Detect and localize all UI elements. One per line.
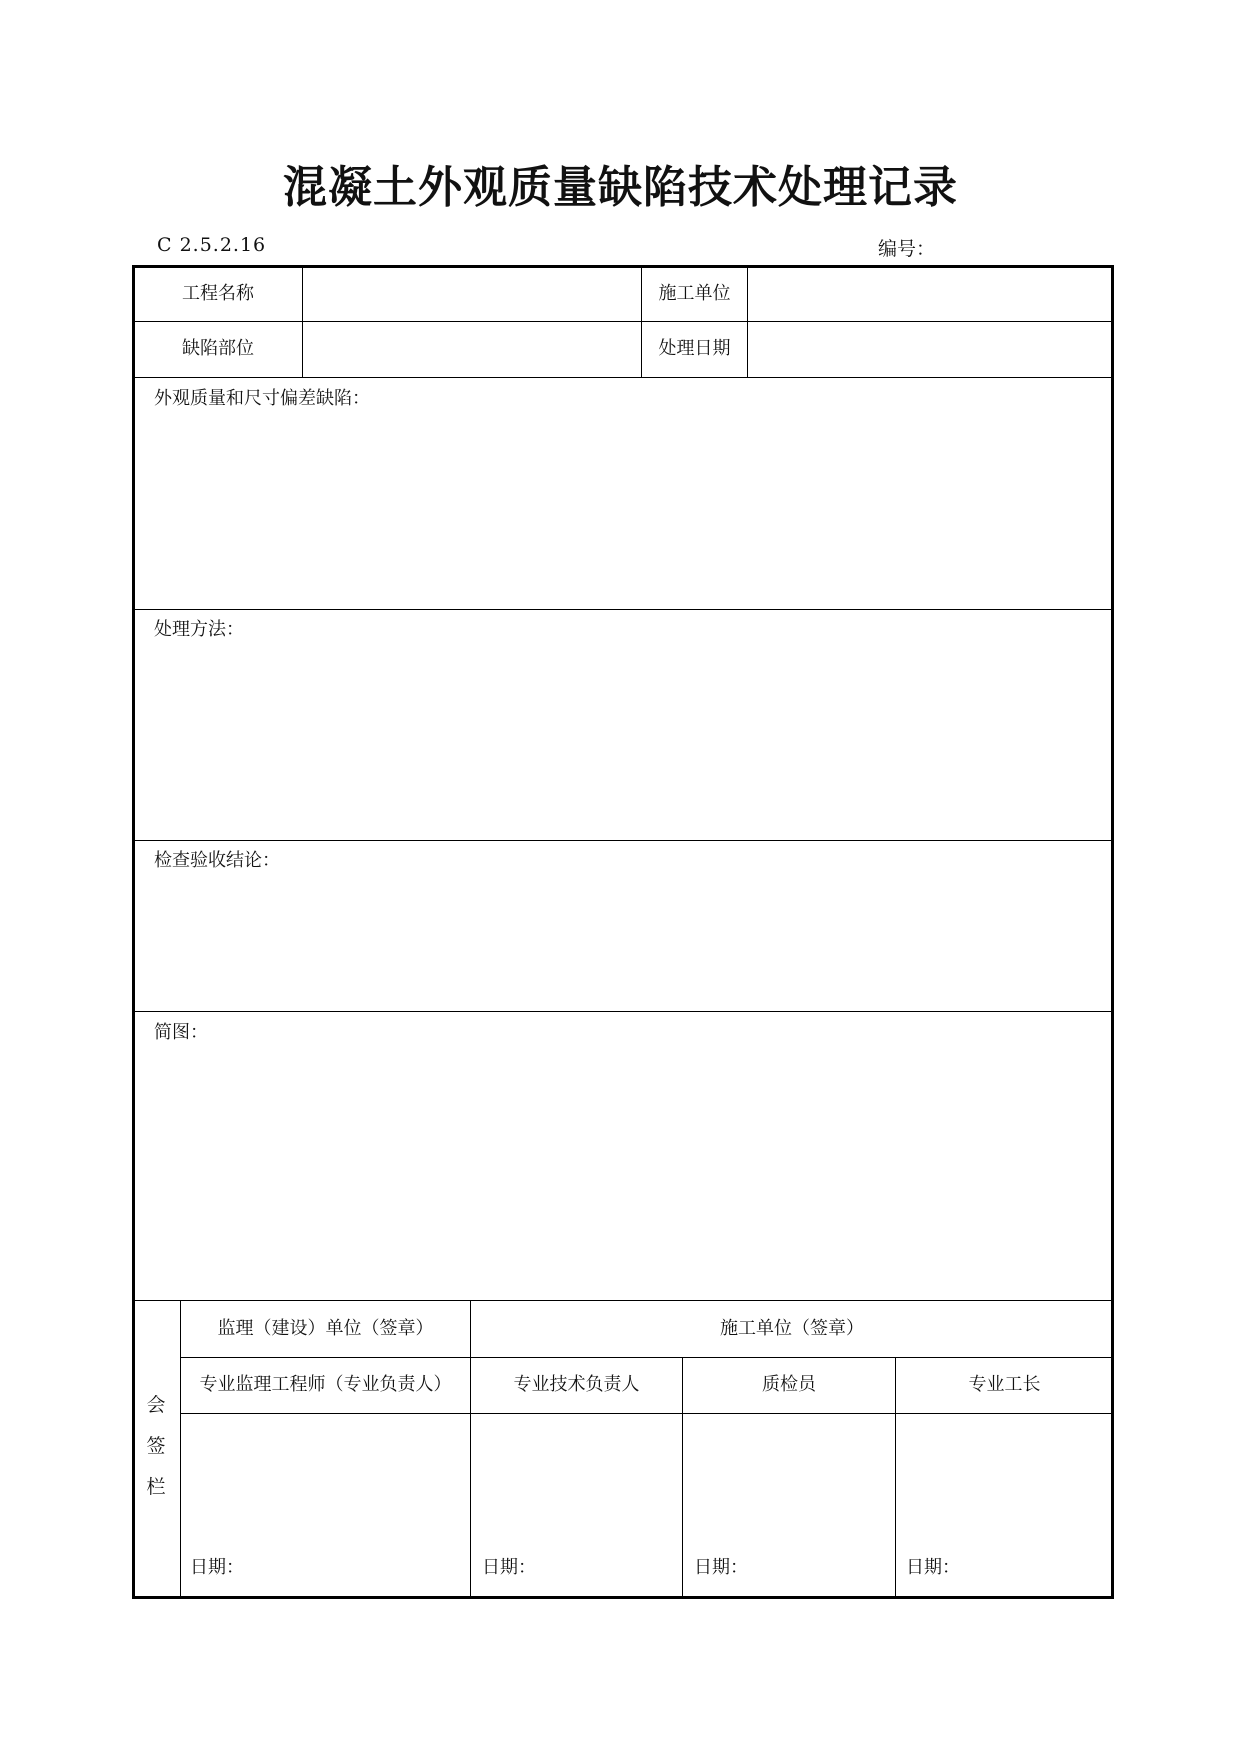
project-name-label: 工程名称 [182,283,254,304]
col-divider [180,1300,181,1597]
row-divider [180,1357,1113,1358]
date-label: 日期： [482,1557,536,1578]
col-divider [470,1300,471,1597]
date-label: 日期： [190,1557,244,1578]
signoff-label-char: 签 [146,1435,166,1457]
row-divider [180,1413,1113,1414]
signoff-label-char: 会 [146,1394,166,1416]
row-divider [133,321,1113,322]
date-label: 日期： [694,1557,748,1578]
treatment-method-label: 处理方法： [154,619,244,640]
role-supervising-engineer: 专业监理工程师（专业负责人） [199,1374,452,1395]
sketch-area[interactable] [150,1049,1100,1289]
row-divider [133,840,1113,841]
signature-area[interactable] [475,1418,677,1548]
page-title: 混凝土外观质量缺陷技术处理记录 [283,162,958,213]
col-divider [302,266,303,377]
row-divider [133,609,1113,610]
inspection-conclusion-label: 检查验收结论： [154,850,280,871]
number-label: 编号： [878,238,936,260]
signature-area[interactable] [185,1418,465,1548]
signature-area[interactable] [900,1418,1108,1548]
defect-location-label: 缺陷部位 [182,338,254,359]
treatment-method-area[interactable] [150,646,1100,831]
inspection-conclusion-area[interactable] [150,877,1100,1002]
sketch-label: 简图： [154,1022,208,1043]
defect-description-label: 外观质量和尺寸偏差缺陷： [154,388,370,409]
col-divider [747,266,748,377]
date-label: 日期： [906,1557,960,1578]
signature-area[interactable] [687,1418,890,1548]
form-code: C 2.5.2.16 [157,234,267,256]
construction-unit-label: 施工单位（签章） [720,1318,864,1339]
contractor-label: 施工单位 [658,283,731,304]
row-divider [133,1011,1113,1012]
defect-description-area[interactable] [150,415,1100,600]
role-quality-inspector: 质检员 [762,1374,816,1395]
role-foreman: 专业工长 [968,1374,1041,1395]
signoff-label-char: 栏 [146,1476,166,1498]
treatment-date-label: 处理日期 [658,338,731,359]
role-technical-lead: 专业技术负责人 [513,1374,640,1395]
row-divider [133,1300,1113,1301]
row-divider [133,377,1113,378]
supervision-unit-label: 监理（建设）单位（签章） [217,1318,434,1339]
